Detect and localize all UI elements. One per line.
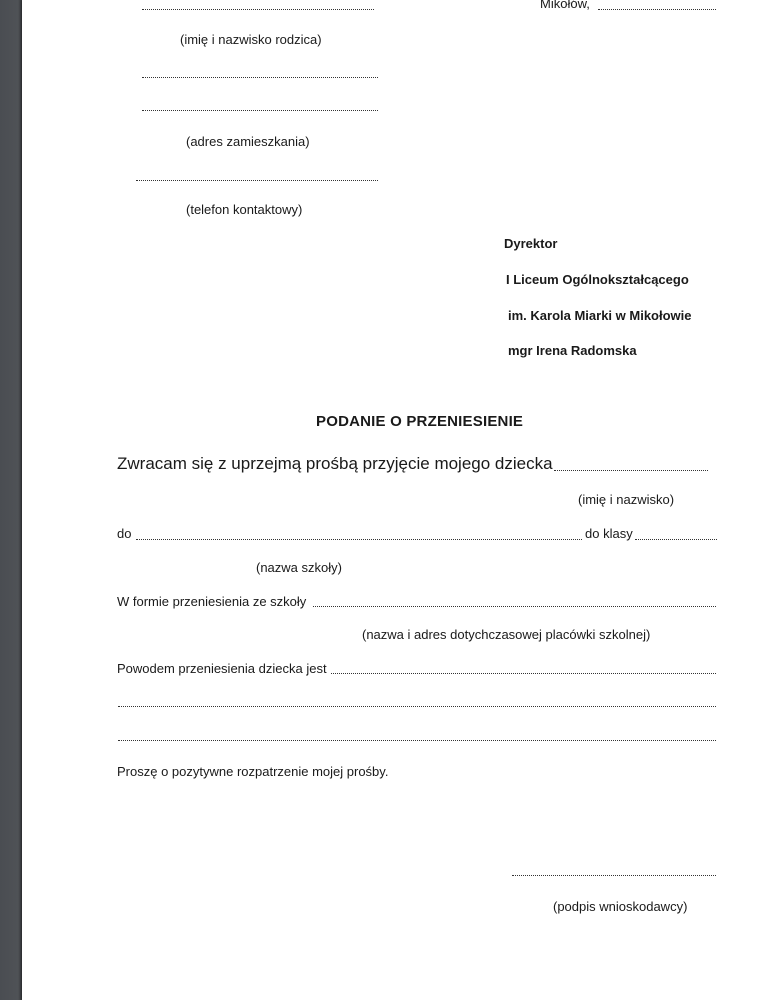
signature-caption: (podpis wnioskodawcy)	[553, 899, 688, 914]
child-name-line	[554, 470, 708, 471]
address-line-1	[142, 77, 378, 78]
parent-name-line	[142, 9, 374, 10]
address-caption: (adres zamieszkania)	[186, 134, 310, 149]
transfer-from-label: W formie przeniesienia ze szkoły	[117, 594, 307, 609]
date-line	[598, 9, 716, 10]
parent-name-caption: (imię i nazwisko rodzica)	[180, 32, 322, 47]
phone-caption: (telefon kontaktowy)	[186, 202, 303, 217]
addressee-line-2: I Liceum Ogólnokształcącego	[506, 272, 689, 287]
place-label: Mikołów,	[540, 0, 590, 11]
class-line	[635, 539, 717, 540]
reason-line-3	[118, 740, 716, 741]
addressee-line-4: mgr Irena Radomska	[508, 343, 637, 358]
prev-school-line	[313, 606, 716, 607]
viewer-gutter	[0, 0, 22, 1000]
prev-school-caption: (nazwa i adres dotychczasowej placówki szkolnej)	[362, 627, 651, 642]
closing-sentence: Proszę o pozytywne rozpatrzenie mojej prośby.	[117, 764, 389, 779]
school-name-caption: (nazwa szkoły)	[256, 560, 342, 575]
document-title: PODANIE O PRZENIESIENIE	[316, 413, 524, 430]
child-name-caption: (imię i nazwisko)	[578, 492, 675, 507]
reason-label: Powodem przeniesienia dziecka jest	[117, 661, 327, 676]
school-name-line	[136, 539, 582, 540]
request-line: Zwracam się z uprzejmą prośbą przyjęcie mojego dziecka	[117, 454, 553, 473]
addressee-line-1: Dyrektor	[504, 236, 558, 251]
reason-line-2	[118, 706, 716, 707]
phone-line	[136, 180, 378, 181]
reason-line-1	[331, 673, 716, 674]
address-line-2	[142, 110, 378, 111]
class-label: do klasy	[585, 526, 633, 541]
addressee-line-3: im. Karola Miarki w Mikołowie	[508, 308, 692, 323]
to-label: do	[117, 526, 132, 541]
signature-line	[512, 875, 716, 876]
